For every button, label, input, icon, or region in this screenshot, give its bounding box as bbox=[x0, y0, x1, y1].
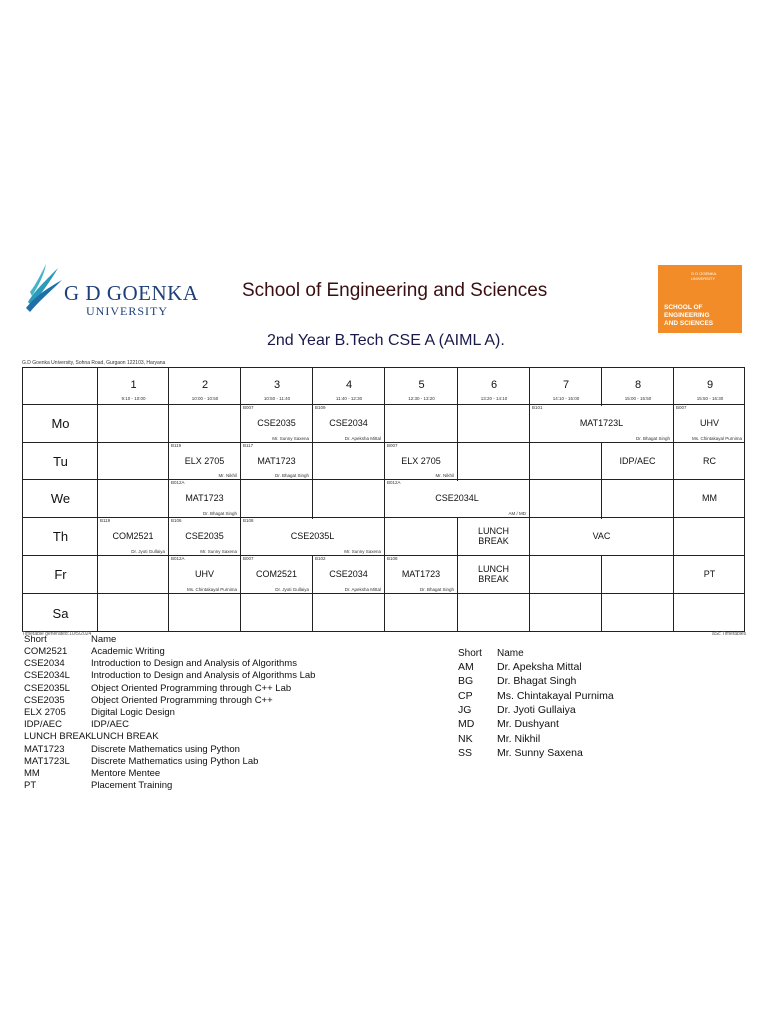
faculty-legend-short-header: Short bbox=[458, 648, 482, 659]
session-room: B007 bbox=[243, 556, 254, 561]
timetable-session[interactable] bbox=[530, 518, 673, 555]
period-time: 14:10 - 15:00 bbox=[552, 396, 580, 401]
timetable-session[interactable] bbox=[458, 556, 529, 593]
period-time: 13:20 - 14:10 bbox=[480, 396, 508, 401]
university-name: G D GOENKA bbox=[64, 281, 199, 305]
subject-name: Academic Writing bbox=[91, 646, 165, 657]
session-room: B007 bbox=[243, 405, 254, 410]
timetable-session[interactable] bbox=[241, 556, 312, 593]
subject-short: ELX 2705 bbox=[24, 707, 66, 718]
faculty-name: Dr. Jyoti Gullaiya bbox=[497, 703, 576, 716]
subject-name: Discrete Mathematics using Python Lab bbox=[91, 755, 259, 767]
logo-emblem-icon bbox=[24, 262, 64, 322]
session-code: CSE2034 bbox=[329, 569, 368, 579]
timetable-session[interactable] bbox=[385, 443, 457, 479]
day-label: Mo bbox=[51, 416, 70, 431]
period-number: 2 bbox=[201, 379, 209, 391]
session-faculty: Mr. Nikhil bbox=[435, 473, 454, 478]
faculty-name: Ms. Chintakayal Purnima bbox=[497, 689, 614, 702]
session-room: B007 bbox=[676, 405, 687, 410]
timetable-grid bbox=[22, 367, 745, 632]
period-number: 7 bbox=[562, 379, 570, 391]
faculty-legend-name-header: Name bbox=[497, 648, 524, 659]
day-label: Sa bbox=[52, 605, 69, 621]
badge-line-1: SCHOOL OF bbox=[664, 304, 703, 311]
timetable-session[interactable] bbox=[385, 480, 529, 517]
subject-short: LUNCH BREAK bbox=[24, 731, 92, 743]
period-number: 1 bbox=[130, 379, 137, 391]
session-room: B108 bbox=[243, 518, 254, 523]
subject-name: LUNCH BREAK bbox=[91, 731, 159, 743]
timetable-session[interactable] bbox=[530, 405, 673, 442]
session-room: B119 bbox=[100, 518, 111, 523]
school-title: School of Engineering and Sciences bbox=[242, 280, 548, 301]
faculty-name: Dr. Bhagat Singh bbox=[497, 675, 577, 688]
faculty-name: Mr. Nikhil bbox=[497, 732, 541, 745]
session-code: CSE2034 bbox=[329, 418, 368, 428]
session-code: COM2521 bbox=[255, 569, 298, 579]
session-room: B117 bbox=[243, 443, 254, 448]
badge-line-2: ENGINEERING bbox=[664, 312, 710, 319]
timetable-session[interactable] bbox=[98, 518, 168, 555]
period-number: 6 bbox=[490, 379, 498, 391]
session-code: LUNCH BREAK bbox=[477, 564, 509, 584]
timetable-session[interactable] bbox=[674, 556, 745, 593]
subject-name: Mentore Mentee bbox=[91, 768, 161, 779]
session-code: ELX 2705 bbox=[401, 455, 441, 466]
period-time: 11:40 - 12:30 bbox=[335, 396, 363, 401]
class-title: 2nd Year B.Tech CSE A (AIML A). bbox=[267, 332, 505, 349]
session-room: B102 bbox=[315, 556, 326, 561]
badge-text bbox=[664, 304, 713, 328]
subject-short: PT bbox=[24, 780, 37, 792]
faculty-name: Mr. Dushyant bbox=[497, 718, 559, 731]
generated-note: Timetable generated:10/5/2024 bbox=[22, 631, 92, 637]
software-note: aSc Timetables bbox=[712, 631, 747, 637]
timetable-session[interactable] bbox=[458, 518, 529, 555]
timetable-session[interactable] bbox=[602, 443, 673, 479]
period-time: 15:00 - 15:50 bbox=[624, 396, 652, 401]
faculty-short: CP bbox=[458, 689, 473, 702]
day-label: Fr bbox=[54, 567, 67, 582]
timetable-session[interactable] bbox=[385, 556, 457, 593]
faculty-short: NK bbox=[458, 732, 473, 745]
period-time: 12:30 - 13:20 bbox=[408, 396, 435, 401]
period-number: 9 bbox=[706, 379, 714, 391]
subject-short: MAT1723L bbox=[24, 755, 70, 767]
session-code: CSE2034L bbox=[435, 493, 479, 503]
faculty-short: BG bbox=[458, 675, 474, 688]
subject-short: CSE2035L bbox=[24, 682, 70, 694]
subjects-legend-short-header: Short bbox=[24, 634, 47, 645]
session-faculty: Mr. Sunny Saxena bbox=[272, 436, 309, 441]
session-code: CSE2035L bbox=[290, 531, 335, 541]
session-faculty: Mr. Sunny Saxena bbox=[344, 549, 381, 554]
subjects-legend bbox=[24, 634, 316, 792]
school-badge bbox=[658, 265, 742, 333]
session-code: VAC bbox=[592, 531, 611, 541]
period-time: 10:50 - 11:40 bbox=[263, 396, 291, 401]
subject-short: IDP/AEC bbox=[24, 719, 63, 731]
subject-name: Digital Logic Design bbox=[91, 707, 175, 718]
session-code: UHV bbox=[194, 569, 214, 579]
timetable-session[interactable] bbox=[169, 556, 240, 593]
faculty-short: MD bbox=[458, 718, 475, 731]
session-faculty: Dr. Apeksha Mittal bbox=[344, 587, 381, 592]
day-label: We bbox=[50, 491, 71, 506]
session-code: PT bbox=[703, 569, 716, 579]
period-time: 9:10 - 10:00 bbox=[121, 396, 146, 401]
session-room: B119 bbox=[171, 443, 182, 448]
session-code: CSE2035 bbox=[185, 531, 224, 541]
session-room: B108 bbox=[387, 556, 398, 561]
session-room: B012A bbox=[171, 556, 185, 561]
session-code: CSE2035 bbox=[257, 418, 296, 428]
timetable-session[interactable] bbox=[241, 443, 312, 479]
session-room: B012A bbox=[387, 480, 401, 485]
session-room: B101 bbox=[532, 405, 543, 410]
subject-short: MM bbox=[24, 768, 40, 779]
session-faculty: Dr. Bhagat Singh bbox=[202, 511, 237, 516]
session-faculty: Mr. Sunny Saxena bbox=[200, 549, 237, 554]
badge-line-3: AND SCIENCES bbox=[664, 320, 714, 327]
badge-small-text: G D GOENKA UNIVERSITY bbox=[691, 271, 717, 281]
faculty-name: Dr. Apeksha Mittal bbox=[497, 661, 582, 673]
subject-name: Object Oriented Programming through C++ Lab bbox=[91, 682, 292, 694]
subject-name: Object Oriented Programming through C++ bbox=[91, 694, 273, 706]
session-code: MAT1723 bbox=[185, 493, 224, 503]
session-code: MAT1723L bbox=[579, 418, 624, 428]
subject-name: Introduction to Design and Analysis of Algorithms Lab bbox=[91, 670, 316, 682]
session-code: LUNCH BREAK bbox=[477, 526, 509, 546]
session-code: ELX 2705 bbox=[184, 455, 225, 466]
session-code: RC bbox=[703, 455, 716, 466]
timetable-session[interactable] bbox=[313, 556, 384, 593]
session-room: B012A bbox=[171, 480, 185, 485]
timetable-session[interactable] bbox=[674, 480, 745, 517]
period-number: 3 bbox=[273, 379, 281, 391]
period-number: 5 bbox=[418, 379, 425, 391]
session-faculty: Dr. Bhagat Singh bbox=[635, 436, 670, 441]
subject-name: IDP/AEC bbox=[91, 719, 130, 731]
faculty-legend bbox=[458, 648, 658, 768]
subjects-legend-name-header: Name bbox=[91, 634, 117, 645]
grid-row-line bbox=[23, 593, 744, 594]
subject-short: COM2521 bbox=[24, 646, 68, 657]
timetable-session[interactable] bbox=[674, 405, 745, 442]
subject-name: Placement Training bbox=[91, 780, 173, 792]
session-code: UHV bbox=[699, 418, 719, 428]
subject-short: CSE2034 bbox=[24, 658, 65, 670]
timetable-session[interactable] bbox=[169, 443, 240, 479]
subject-name: Discrete Mathematics using Python bbox=[91, 743, 240, 755]
faculty-short: JG bbox=[458, 703, 472, 716]
subject-short: MAT1723 bbox=[24, 743, 65, 755]
session-code: MAT1723 bbox=[401, 569, 441, 579]
grid-row-line bbox=[23, 479, 744, 480]
address: G.D Goenka University, Sohna Road, Gurgaon 122103, Haryana bbox=[22, 360, 166, 366]
session-faculty: Dr. Apeksha Mittal bbox=[344, 436, 381, 441]
timetable-session[interactable] bbox=[169, 480, 240, 517]
session-code: COM2521 bbox=[112, 531, 154, 541]
session-faculty: AM / MD bbox=[508, 511, 526, 516]
period-number: 8 bbox=[634, 379, 642, 391]
period-time: 10:00 - 10:50 bbox=[191, 396, 219, 401]
session-room: B109 bbox=[315, 405, 326, 410]
university-subtitle: UNIVERSITY bbox=[86, 304, 168, 318]
session-code: IDP/AEC bbox=[619, 455, 656, 466]
university-logo bbox=[24, 262, 199, 324]
timetable-session[interactable] bbox=[313, 405, 384, 442]
faculty-short: AM bbox=[458, 661, 474, 673]
session-faculty: Mr. Nikhil bbox=[218, 473, 237, 478]
session-faculty: Dr. Jyoti Gullaiya bbox=[131, 549, 165, 554]
timetable-session[interactable] bbox=[674, 443, 745, 479]
faculty-short: SS bbox=[458, 746, 473, 759]
session-faculty: Ms. Chintakayal Purnima bbox=[186, 587, 237, 592]
faculty-name: Mr. Sunny Saxena bbox=[497, 746, 583, 759]
subject-name: Introduction to Design and Analysis of Algorithms bbox=[91, 658, 297, 670]
session-faculty: Dr. Bhagat Singh bbox=[419, 587, 454, 592]
session-room: B007 bbox=[387, 443, 398, 448]
period-time: 15:50 - 16:30 bbox=[696, 396, 724, 401]
day-label: Th bbox=[52, 529, 69, 544]
session-faculty: Ms. Chintakayal Purnima bbox=[691, 436, 742, 441]
timetable-session[interactable] bbox=[241, 518, 384, 555]
timetable-session[interactable] bbox=[241, 405, 312, 442]
period-number: 4 bbox=[345, 379, 353, 391]
day-label: Tu bbox=[53, 453, 68, 469]
session-code: MM bbox=[702, 493, 717, 503]
session-faculty: Dr. Jyoti Gullaiya bbox=[275, 587, 309, 592]
subject-short: CSE2034L bbox=[24, 670, 70, 682]
subject-short: CSE2035 bbox=[24, 694, 65, 706]
timetable-session[interactable] bbox=[169, 518, 240, 555]
session-code: MAT1723 bbox=[257, 455, 296, 466]
session-faculty: Dr. Bhagat Singh bbox=[274, 473, 309, 478]
session-room: B106 bbox=[171, 518, 182, 523]
